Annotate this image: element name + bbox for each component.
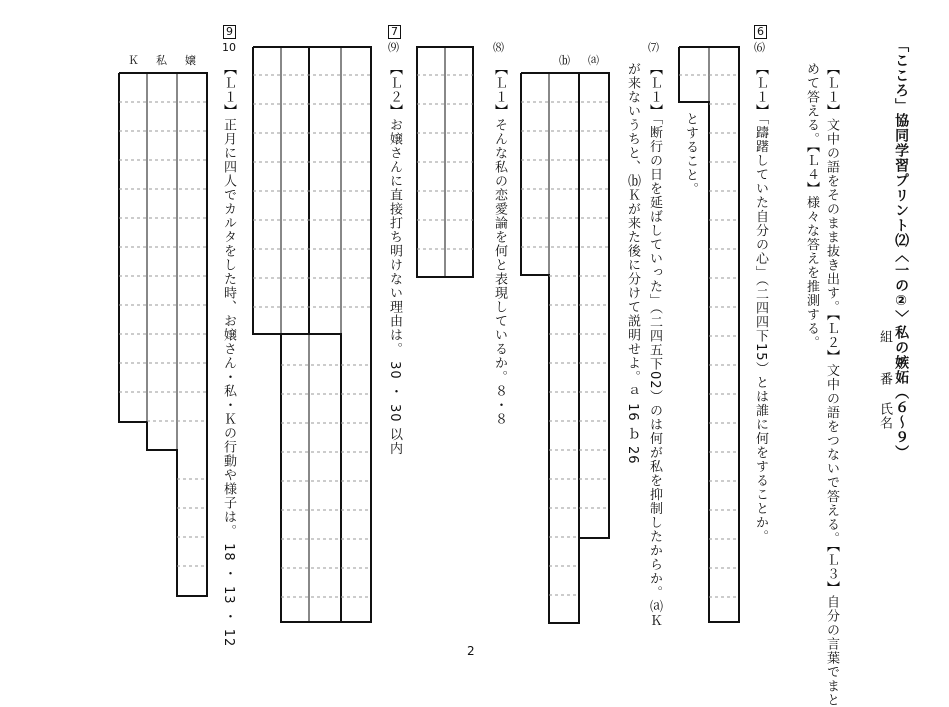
q9-number: ⑼	[388, 41, 399, 54]
q10-answer-grid[interactable]	[116, 70, 210, 600]
section-box-6: 6	[754, 25, 767, 39]
instructions-line-2: めて答える。【Ｌ４】様々な答えを推測する。	[803, 62, 819, 350]
q10-label-ojousan: 嬢	[185, 54, 196, 67]
q7-text-line-1: 【Ｌ１】「断行の日を延ばしていった」（二四五下02）のは何が私を抑制したからか。⒜Ｋ	[646, 62, 662, 628]
instructions-line-1: 【Ｌ１】文中の語をそのまま抜き出す。【Ｌ２】文中の語をつないで答える。【Ｌ３】自分の言葉でまと	[823, 62, 839, 707]
section-box-9: 9	[223, 25, 236, 39]
ban-label: 番	[876, 372, 892, 386]
q10-number: 10	[222, 41, 236, 54]
q6-answer-suffix: とすること。	[682, 112, 698, 196]
q8-number: ⑻	[493, 41, 504, 54]
q6-text: 【Ｌ１】「躊躇していた自分の心」（二四四下15）とは誰に何をすることか。	[752, 62, 768, 544]
q10-label-watashi: 私	[156, 54, 167, 67]
q7-answer-grid[interactable]	[518, 70, 612, 626]
q7-label-a: ⒜	[588, 54, 599, 67]
page-number: 2	[467, 644, 475, 658]
q10-text: 【Ｌ１】正月に四人でカルタをした時、お嬢さん・私・Ｋの行動や様子は。 18 ・ 13 ・ 12	[220, 62, 236, 648]
q7-label-b: ⒝	[559, 54, 570, 67]
q7-number: ⑺	[648, 41, 659, 54]
shimei-label: 氏名	[876, 402, 892, 430]
q10-label-k: Ｋ	[128, 54, 139, 67]
q6-number: ⑹	[754, 41, 765, 54]
q8-text: 【Ｌ１】そんな私の恋愛論を何と表現しているか。８・８	[491, 62, 507, 426]
q7-text-line-2: が来ないうちと、⒝Ｋが来た後に分けて説明せよ。ａ 16 ｂ 26	[624, 62, 640, 465]
worksheet-title: 「こころ」協同学習プリント⑵〈一の②〉私の嫉妬（６～９）	[893, 38, 910, 460]
q9-answer-grid[interactable]	[250, 44, 374, 626]
q6-answer-grid[interactable]	[676, 44, 742, 626]
kumi-label: 組	[876, 330, 892, 344]
q9-text: 【Ｌ２】お嬢さんに直接打ち明けない理由は。 30 ・ 30 以内	[386, 62, 402, 456]
q8-answer-grid[interactable]	[414, 44, 476, 280]
section-box-7: 7	[388, 25, 401, 39]
